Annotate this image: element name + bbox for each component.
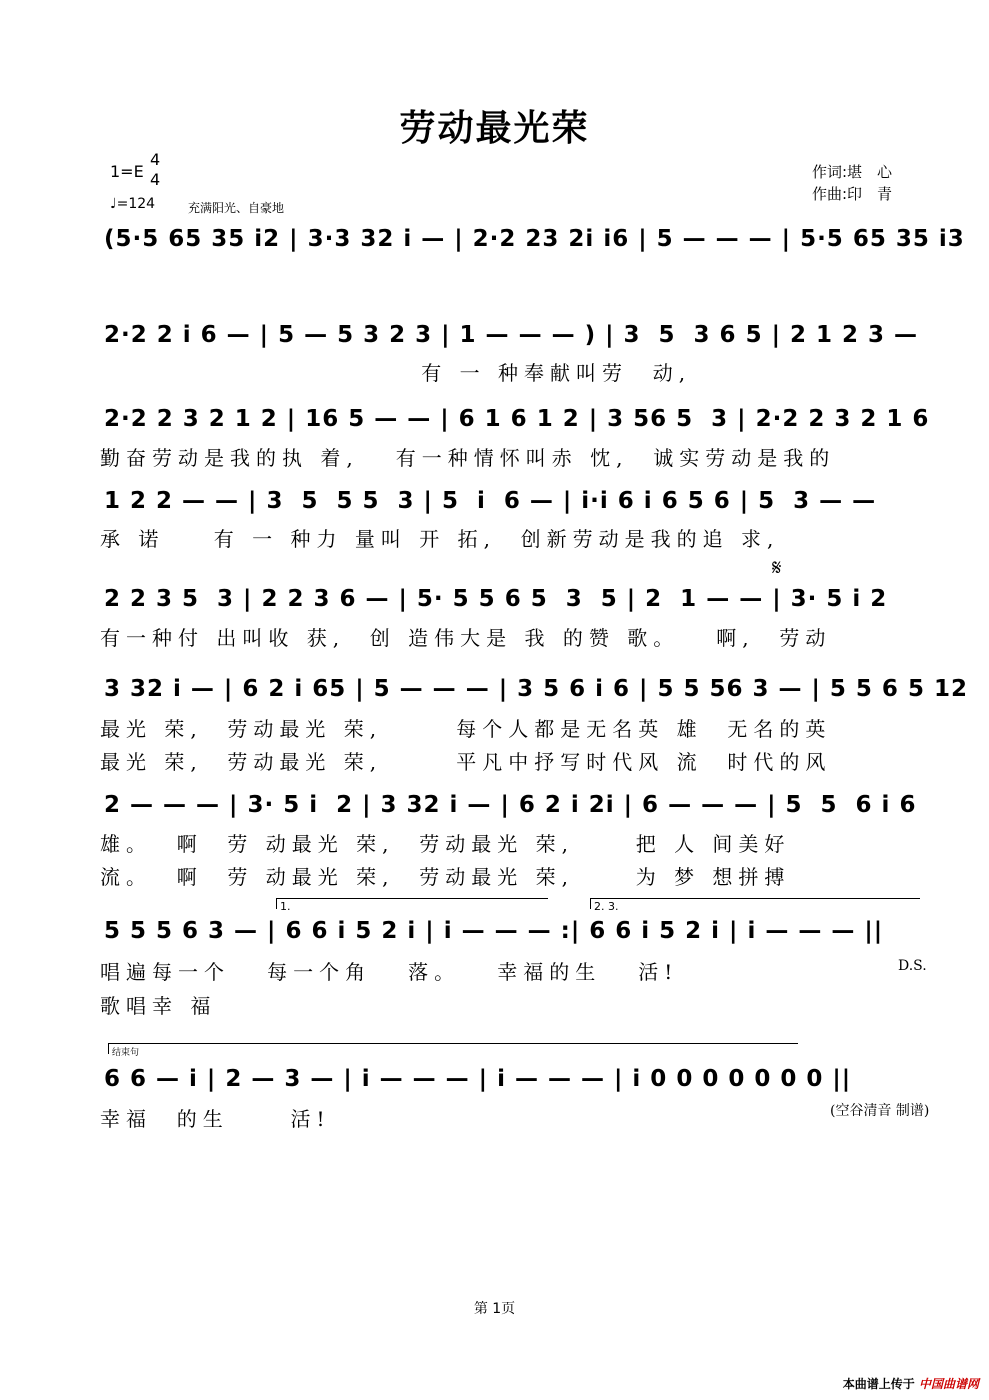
- upload-notice: [843, 1375, 979, 1392]
- staff-line-7: [100, 786, 930, 834]
- coda-label: 结束句: [112, 1048, 140, 1058]
- staff-line-1: [100, 220, 965, 268]
- lyric-line-7b: 流。 啊 劳 动最光 荣, 劳动最光 荣, 为 梦 想拼搏: [100, 865, 791, 889]
- lyric-line-8a: 唱遍每一个 每一个角 落。 幸福的生 活!: [100, 960, 679, 984]
- time-sig-bottom: 4: [150, 170, 161, 189]
- lyric-line-3: 勤奋劳动是我的执 着, 有一种情怀叫赤 忱, 诚实劳动是我的: [100, 446, 836, 470]
- coda-bracket: [108, 1043, 798, 1058]
- notes-line-2: 2·2 2 i 6 — | 5 — 5 3 2 3 | 1 — — — ) | 3 5 3 6 5 | 2 1 2 3 —: [104, 322, 919, 348]
- notes-line-4: 1 2 2 — — | 3 5 5 5 3 | 5 i 6 — | i·i 6 i 6 5 6 | 5 3 — —: [104, 488, 877, 514]
- notes-line-7: 2 — — — | 3· 5 i 2 | 3 32 i — | 6 2 i 2i | 6 — — — | 5 5 6 i 6: [104, 792, 917, 818]
- notes-line-9: 6 6 — i | 2 — 3 — | i — — — | i — — — | i 0 0 0 0 0 0 0 ||: [104, 1066, 852, 1092]
- volta-bracket-23: [590, 898, 920, 913]
- volta-bracket-1: [276, 898, 548, 913]
- lyric-line-6b: 最光 荣, 劳动最光 荣, 平凡中抒写时代风 流 时代的风: [100, 750, 832, 774]
- lyric-line-8b: 歌唱幸 福: [100, 994, 217, 1018]
- lyric-line-5: 有一种付 出叫收 获, 创 造伟大是 我 的赞 歌。 啊, 劳动: [100, 626, 832, 650]
- notes-line-6: 3 32 i — | 6 2 i 65 | 5 — — — | 3 5 6 i 6 | 5 5 56 3 — | 5 5 6 5 12: [104, 676, 968, 702]
- expression-marking: 充满阳光、自豪地: [188, 201, 285, 215]
- staff-line-3: [100, 400, 930, 448]
- staff-line-5: [100, 580, 930, 628]
- segno-icon: 𝄋: [772, 556, 782, 581]
- staff-line-8: [100, 912, 930, 960]
- staff-line-9: [100, 1060, 930, 1108]
- key-text: 1=E: [110, 162, 144, 181]
- notes-line-1: (5·5 65 35 i2 | 3·3 32 i — | 2·2 23 2i i6 | 5 — — — | 5·5 65 35 i3: [104, 226, 965, 252]
- copyist-credit: (空谷清音 制谱): [830, 1103, 930, 1119]
- tempo-text: =124: [116, 196, 156, 212]
- lyric-line-4: 承 诺 有 一 种力 量叫 开 拓, 创新劳动是我的追 求,: [100, 527, 780, 551]
- volta-23-label: 2. 3.: [594, 900, 619, 913]
- lyricist: 作词:堪 心: [812, 163, 893, 181]
- notes-line-8: 5 5 5 6 3 — | 6 6 i 5 2 i | i — — — :| 6 6 i 5 2 i | i — — — ||: [104, 918, 884, 944]
- key-signature: [110, 162, 144, 181]
- ds-marking: D.S.: [898, 958, 927, 974]
- time-signature: [150, 150, 160, 190]
- upload-text: 本曲谱上传于: [842, 1377, 915, 1391]
- notes-line-3: 2·2 2 3 2 1 2 | 16 5 — — | 6 1 6 1 2 | 3 56 5 3 | 2·2 2 3 2 1 6: [104, 406, 930, 432]
- quarter-note-icon: ♩: [110, 196, 117, 212]
- lyric-line-9: 幸福 的生 活!: [100, 1107, 331, 1131]
- notes-line-5: 2 2 3 5 3 | 2 2 3 6 — | 5· 5 5 6 5 3 5 | 2 1 — — | 3· 5 i 2: [104, 586, 888, 612]
- lyric-line-6a: 最光 荣, 劳动最光 荣, 每个人都是无名英 雄 无名的英: [100, 717, 832, 741]
- tempo-marking: [110, 196, 155, 212]
- lyric-line-7a: 雄。 啊 劳 动最光 荣, 劳动最光 荣, 把 人 间美好: [100, 832, 791, 856]
- credits: [812, 161, 892, 205]
- time-sig-top: 4: [150, 150, 161, 169]
- song-title: 劳动最光荣: [399, 107, 590, 149]
- staff-line-6: [100, 670, 968, 718]
- volta-1-label: 1.: [280, 900, 291, 913]
- lyric-line-2: 有 一 种奉献叫劳 动,: [100, 361, 692, 385]
- page-number: 第 1页: [473, 1301, 516, 1317]
- site-logo[interactable]: 中国曲谱网: [918, 1377, 979, 1391]
- composer: 作曲:印 青: [812, 185, 893, 203]
